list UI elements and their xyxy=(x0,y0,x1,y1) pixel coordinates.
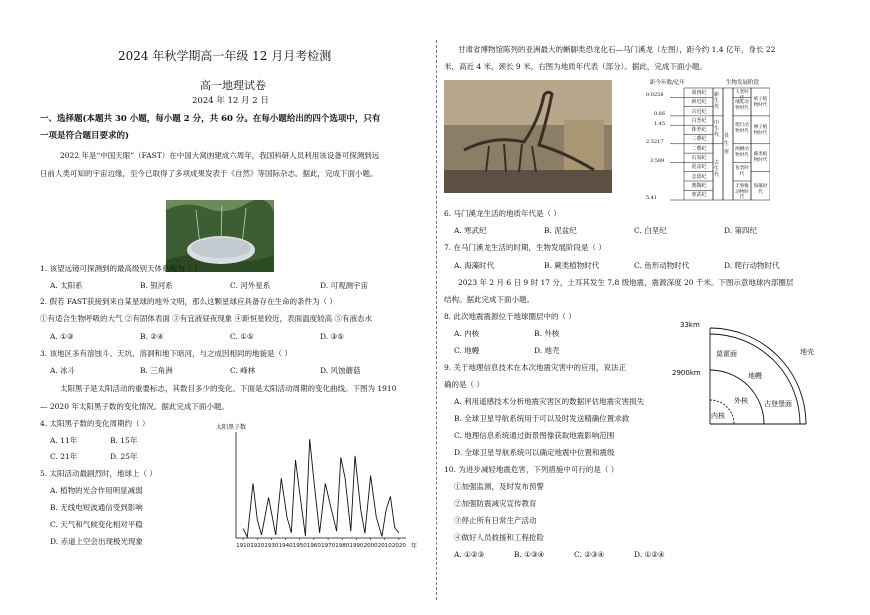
x-tick-label: 1950 xyxy=(292,543,307,549)
x-tick-label: 1930 xyxy=(264,543,279,549)
geo-period-list xyxy=(686,89,712,201)
passage-right-line1: 甘肃省博物馆陈列的亚洲最大的蜥脚类恐龙化石—马门溪龙（左图），距今约 1.4 亿年，身长 22 xyxy=(458,45,776,54)
passage2-line1: 太阳黑子是太阳活动的重要标志，其数目多少的变化。下面是太阳活动周期的变化曲线。下图为 1910 xyxy=(60,384,397,393)
q9-option-c[interactable]: C. 地理信息系统通过街景图像获取地震影响范围 xyxy=(454,431,615,440)
x-tick-label: 1990 xyxy=(349,543,364,549)
x-tick-label: 2010 xyxy=(377,543,392,549)
earth-interior-diagram xyxy=(660,318,835,430)
q7-option-c[interactable]: C. 鱼形动物时代 xyxy=(634,261,690,270)
x-tick-label: 1960 xyxy=(306,543,321,549)
q10-option-d[interactable]: D. ①②④ xyxy=(634,550,665,559)
x-tick-label: 1940 xyxy=(278,543,293,549)
geo-age-5: 3.589 xyxy=(650,158,665,164)
geo-age-2: 0.66 xyxy=(654,111,666,117)
outer-core-label: 外核 xyxy=(734,397,748,405)
geo-plant-stage: 裸子植物时代 xyxy=(753,125,768,136)
q7-option-a[interactable]: A. 海藻时代 xyxy=(454,261,495,270)
geo-age-3: 1.45 xyxy=(654,121,666,127)
q1-option-d[interactable]: D. 可观测宇宙 xyxy=(320,281,369,290)
q2-option-c[interactable]: C. ①⑤ xyxy=(230,332,254,341)
mantle-label: 地幔 xyxy=(748,372,762,380)
exam-date: 2024 年 12 月 2 日 xyxy=(192,96,269,106)
geo-era-cenozoic: 新生代 xyxy=(714,92,720,110)
q6-stem: 6. 马门溪龙生活的地质年代是（ ） xyxy=(444,209,561,218)
q5-option-a[interactable]: A. 植物的光合作用明显减弱 xyxy=(50,486,143,495)
geo-period: 二叠纪 xyxy=(691,145,707,152)
q2-conditions: ①有适合生物呼吸的大气 ②有固体表面 ③有宜液昼夜现象 ④距恒星较近，表面温度较高 ⑤有液态水 xyxy=(40,314,373,323)
geo-plant-stage: 海藻时代 xyxy=(753,184,768,195)
geo-period: 泥盆纪 xyxy=(691,164,707,171)
q5-option-c[interactable]: C. 天气和气候变化相对平稳 xyxy=(50,520,143,529)
geo-plant-stage: 被子植物时代 xyxy=(753,97,768,108)
sunspot-chart xyxy=(208,420,433,555)
moho-label: 莫霍面 xyxy=(716,350,737,358)
q4-option-d[interactable]: D. 25年 xyxy=(110,452,138,461)
dinosaur-fossil-photo xyxy=(444,80,612,193)
geo-period: 侏罗纪 xyxy=(691,127,707,134)
q10-option-b[interactable]: B. ①③④ xyxy=(514,550,545,559)
q5-stem: 5. 太阳活动最剧烈时，地球上（ ） xyxy=(40,469,157,478)
q3-option-a[interactable]: A. 冰斗 xyxy=(50,366,76,375)
q10-item-2: ②加强防震减灾宣传教育 xyxy=(454,499,537,508)
q5-option-d[interactable]: D. 赤道上空会出现极光现象 xyxy=(50,537,144,546)
x-tick-label: 2000 xyxy=(363,543,378,549)
q1-option-b[interactable]: B. 银河系 xyxy=(140,281,173,290)
q8-option-c[interactable]: C. 地幔 xyxy=(454,346,480,355)
q10-option-c[interactable]: C. ②③④ xyxy=(574,550,605,559)
q6-option-b[interactable]: B. 泥盆纪 xyxy=(544,226,577,235)
geo-age-4: 2.5217 xyxy=(646,139,664,145)
chart-ylabel: 太阳黑子数 xyxy=(216,424,247,431)
q9-option-d[interactable]: D. 全球卫星导航系统可以确定地震中位置和震级 xyxy=(454,448,615,457)
q9-stem: 9. 关于地理信息技术在本次地震灾害中的应用，说法正 xyxy=(444,363,627,372)
geo-period: 石炭纪 xyxy=(691,155,707,162)
exam-subtitle: 高一地理试卷 xyxy=(200,79,266,92)
geo-animal-stage: 哺乳动物时代 xyxy=(735,100,749,111)
geo-eon: 显生宙 xyxy=(724,133,730,155)
q2-option-b[interactable]: B. ②④ xyxy=(140,332,164,341)
geo-period: 三叠纪 xyxy=(691,136,707,143)
q10-item-3: ③停止所有日常生产活动 xyxy=(454,516,537,525)
crust-label: 地壳 xyxy=(800,348,814,356)
geo-animal-stage: 两栖动物时代 xyxy=(735,147,749,158)
q8-option-a[interactable]: A. 内核 xyxy=(454,329,480,338)
passage-right-line2: 米，高近 4 米，颈长 9 米。右图为地质年代表（部分）。据此，完成下面小题。 xyxy=(444,62,707,71)
x-tick-label: 2020 xyxy=(391,543,406,549)
geo-period: 古近纪 xyxy=(691,108,707,115)
gutenberg-label: 古登堡面 xyxy=(764,400,792,408)
q9-option-b[interactable]: B. 全球卫星导航系统用于可以及时发送精确位置求救 xyxy=(454,414,630,423)
geo-age-6: 5.41 xyxy=(646,195,658,201)
sunspot-series-line xyxy=(243,439,399,537)
q9-stem-cont: 确的是（ ） xyxy=(444,380,484,389)
fast-telescope-photo xyxy=(166,200,274,272)
x-tick-label: 1980 xyxy=(335,543,350,549)
geo-era-mesozoic: 中生代 xyxy=(714,120,720,138)
q4-option-a[interactable]: A. 11年 xyxy=(50,436,78,445)
passage2-line2: — 2020 年太阳黑子数的变化情况。据此完成下面小题。 xyxy=(40,402,229,411)
q3-stem: 3. 该地区多有溶蚀斗、天坑、溶洞和地下暗河，与之成因相同的地貌是（ ） xyxy=(40,349,292,358)
inner-core-label: 内核 xyxy=(711,412,725,420)
x-tick-label: 1920 xyxy=(250,543,265,549)
geologic-time-table xyxy=(640,80,770,205)
q6-option-c[interactable]: C. 白垩纪 xyxy=(634,226,667,235)
x-tick-label: 1910 xyxy=(236,543,251,549)
q8-option-b[interactable]: B. 外核 xyxy=(534,329,560,338)
q5-option-b[interactable]: B. 无线电短波通信受到影响 xyxy=(50,503,143,512)
geo-animal-stage: 人类时代 xyxy=(735,90,749,101)
q6-option-d[interactable]: D. 第四纪 xyxy=(724,226,758,235)
q10-stem: 10. 为进步减轻地震危害，下列措施中可行的是（ ） xyxy=(444,465,619,474)
geo-plant-stage: 蕨类植物时代 xyxy=(753,152,768,163)
q1-option-a[interactable]: A. 太阳系 xyxy=(50,281,83,290)
q1-option-c[interactable]: C. 河外星系 xyxy=(230,281,271,290)
x-tick-label: 1970 xyxy=(321,543,336,549)
q7-option-d[interactable]: D. 爬行动物时代 xyxy=(724,261,780,270)
geo-animal-stage: 无脊椎动物时代 xyxy=(735,184,749,200)
geo-table-stage-header: 生物发展阶段 xyxy=(726,80,760,86)
geo-period: 奥陶纪 xyxy=(691,182,707,189)
q10-option-a[interactable]: A. ①②③ xyxy=(454,550,485,559)
q3-option-c[interactable]: C. 峰林 xyxy=(230,366,256,375)
geo-age-1: 0.0258 xyxy=(646,92,664,98)
geo-period: 志留纪 xyxy=(691,173,707,180)
passage3-line1: 2023 年 2 月 6 日 9 时 17 分，土耳其发生 7.8 级地震，震源深度 20 千米。下图示意地球内部圈层 xyxy=(458,278,794,287)
q6-option-a[interactable]: A. 寒武纪 xyxy=(454,226,487,235)
column-divider xyxy=(436,40,437,600)
geo-period: 第四纪 xyxy=(691,90,707,96)
passage1-line2: 日前人类可知的宇宙边缘，至今已取得了多项成果发表于《自然》等国际杂志。据此，完成下面小题。 xyxy=(40,169,378,178)
chart-xlabel: 年 xyxy=(411,543,418,550)
q4-option-c[interactable]: C. 21年 xyxy=(50,452,78,461)
geo-period: 新近纪 xyxy=(691,99,707,106)
q2-option-a[interactable]: A. ①③ xyxy=(50,332,74,341)
q3-option-d[interactable]: D. 风蚀蘑菇 xyxy=(320,366,361,375)
geo-period: 白垩纪 xyxy=(691,117,707,124)
q8-stem: 8. 此次地震震源位于地球圈层中的（ ） xyxy=(444,312,576,321)
geo-table-age-header: 距今年数/亿年 xyxy=(650,80,685,86)
q4-option-b[interactable]: B. 15年 xyxy=(110,436,138,445)
exam-title: 2024 年秋学期高一年级 12 月月考检测 xyxy=(118,49,332,63)
q4-stem: 4. 太阳黑子数的变化周期约（ ） xyxy=(40,419,150,428)
depth-33km-label: 33km xyxy=(680,321,700,329)
q10-item-4: ④做好人员救援和工程抢险 xyxy=(454,533,544,542)
geo-era-paleozoic: 古生代 xyxy=(714,160,720,178)
q1-stem: 1. 该望远镜可探测到的最高级别天体系统为（ ） xyxy=(40,264,202,273)
passage3-line2: 结构。据此完成下面小题。 xyxy=(444,295,534,304)
q7-stem: 7. 在马门溪龙生活的时期，生物发展阶段是（ ） xyxy=(444,243,606,252)
passage1-line1: 2022 年是“中国天眼”（FAST）在中国大窝凼建成六周年，我国科研人员利用该设备可探测到远 xyxy=(60,151,380,160)
q7-option-b[interactable]: B. 蕨类植物时代 xyxy=(544,261,600,270)
q9-option-a[interactable]: A. 利用遥感技术分析地震灾害区的数据评估地震灾害损失 xyxy=(454,397,645,406)
section-heading-cont: 一项是符合题目要求的) xyxy=(40,131,130,141)
geo-animal-stage: 爬行动物时代 xyxy=(735,123,749,134)
depth-2900km-label: 2900km xyxy=(672,369,701,377)
geo-animal-stage: 鱼类时代 xyxy=(735,166,749,177)
geo-period: 寒武纪 xyxy=(691,192,707,199)
q10-item-1: ①加强监测，及时发布预警 xyxy=(454,482,544,491)
q2-option-d[interactable]: D. ③⑤ xyxy=(320,332,344,341)
q2-stem: 2. 假若 FAST获接到来自某星球的地外文明，那么这颗星球应具备存在生命的条件为（ ） xyxy=(40,297,337,306)
section-heading: 一、选择题(本题共 30 小题，每小题 2 分，共 60 分。在每小题给出的四个选项中，只有 xyxy=(40,114,381,124)
q3-option-b[interactable]: B. 三角洲 xyxy=(140,366,173,375)
q8-option-d[interactable]: D. 地壳 xyxy=(534,346,560,355)
